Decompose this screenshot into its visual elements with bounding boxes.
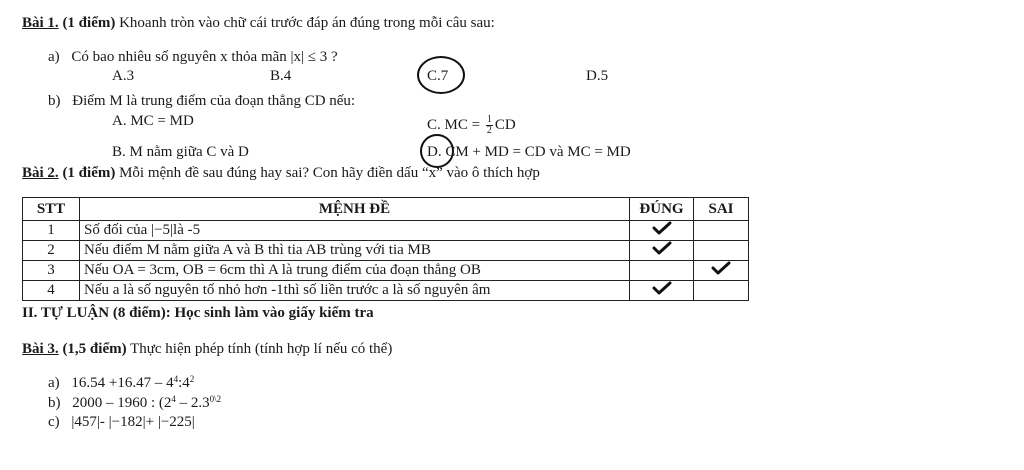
checkmark-icon — [651, 221, 673, 235]
exercise-a-exp2: 2 — [189, 374, 195, 384]
checkmark-icon — [651, 241, 673, 255]
exercise-a-exp1: 4 — [173, 374, 179, 384]
checkmark-icon — [710, 261, 732, 275]
true-false-table — [22, 197, 749, 301]
cell-true[interactable] — [630, 281, 694, 301]
bai3-heading — [22, 340, 392, 358]
exercise-b — [48, 394, 221, 412]
bai1-title: Bài 1. — [22, 15, 59, 31]
table-row — [23, 261, 749, 281]
cell-false[interactable] — [694, 241, 749, 261]
bai2-title: Bài 2. — [22, 165, 59, 181]
header-statement: MỆNH ĐỀ — [80, 198, 630, 221]
row-statement: Nếu điểm M nằm giữa A và B thì tia AB trùng với tia MB — [80, 241, 630, 261]
cell-true[interactable] — [630, 241, 694, 261]
bai1-heading — [22, 14, 495, 32]
question-a — [48, 48, 338, 66]
fraction-denominator: 2 — [486, 125, 492, 137]
exercise-b-exp1: 4 — [171, 394, 176, 404]
exercise-c — [48, 413, 195, 431]
bai2-heading — [22, 164, 540, 182]
row-statement: Nếu a là số nguyên tố nhỏ hơn -1thì số liền trước a là số nguyên âm — [80, 281, 630, 301]
option-a: A.3 — [112, 68, 135, 84]
bai1-points: (1 điểm) — [62, 15, 116, 31]
cell-true[interactable] — [630, 221, 694, 241]
option-b-d: D. CM + MD = CD và MC = MD — [427, 144, 631, 160]
answer-circle-b — [420, 134, 454, 168]
header-stt: STT — [23, 198, 80, 221]
exercise-b-base: 2000 – 1960 : (2 — [72, 395, 172, 411]
exercise-b-mid: – 2.3 — [175, 395, 210, 411]
option-b-a: A. MC = MD — [112, 113, 194, 129]
question-b-text: Điểm M là trung điểm của đoạn thẳng CD nếu: — [72, 93, 356, 109]
question-a-label: a) — [48, 49, 60, 65]
row-statement: Nếu OA = 3cm, OB = 6cm thì A là trung điểm của đoạn thẳng OB — [80, 261, 630, 281]
option-b-c-suffix: CD — [494, 117, 516, 133]
question-b-label: b) — [48, 93, 61, 109]
option-b: B.4 — [270, 68, 292, 84]
fraction-half — [486, 115, 493, 136]
table-row — [23, 221, 749, 241]
header-false: SAI — [694, 198, 749, 221]
bai3-title: Bài 3. — [22, 341, 59, 357]
option-d: D.5 — [586, 68, 609, 84]
option-b-b: B. M nằm giữa C và D — [112, 144, 249, 160]
exercise-a-base: 16.54 +16.47 – 4 — [71, 375, 174, 391]
exercise-b-exp2: 0\2 — [209, 394, 222, 404]
bai2-points: (1 điểm) — [62, 165, 116, 181]
question-b — [48, 92, 355, 110]
option-b-c-prefix: C. MC = — [427, 117, 484, 133]
part2-title: II. TỰ LUẬN (8 điểm): Học sinh làm vào giấy kiểm tra — [22, 305, 374, 321]
question-a-text: Có bao nhiêu số nguyên x thỏa mãn |x| ≤ 3 ? — [71, 49, 338, 65]
cell-true[interactable] — [630, 261, 694, 281]
fraction-numerator: 1 — [486, 114, 492, 126]
exercise-a — [48, 374, 194, 392]
exercise-c-text: |457|- |−182|+ |−225| — [71, 414, 195, 430]
row-stt: 4 — [23, 281, 80, 301]
cell-false[interactable] — [694, 221, 749, 241]
row-stt: 1 — [23, 221, 80, 241]
table-row — [23, 281, 749, 301]
bai2-instruction: Mỗi mệnh đề sau đúng hay sai? Con hãy điền dấu “x” vào ô thích hợp — [119, 165, 540, 181]
option-c: C.7 — [427, 68, 449, 84]
bai3-instruction: Thực hiện phép tính (tính hợp lí nếu có thể) — [130, 341, 393, 357]
table-header-row — [23, 198, 749, 221]
row-statement: Số đối của |−5|là -5 — [80, 221, 630, 241]
exercise-a-label: a) — [48, 375, 60, 391]
bai3-points: (1,5 điểm) — [62, 341, 127, 357]
table-row — [23, 241, 749, 261]
row-stt: 3 — [23, 261, 80, 281]
cell-false[interactable] — [694, 261, 749, 281]
option-b-c — [427, 114, 516, 136]
exercise-c-label: c) — [48, 414, 60, 430]
bai1-instruction: Khoanh tròn vào chữ cái trước đáp án đúng trong mỗi câu sau: — [119, 15, 495, 31]
exercise-a-mid: :4 — [178, 375, 190, 391]
cell-false[interactable] — [694, 281, 749, 301]
checkmark-icon — [651, 281, 673, 295]
answer-circle-a — [417, 56, 465, 94]
exercise-b-label: b) — [48, 395, 61, 411]
row-stt: 2 — [23, 241, 80, 261]
header-true: ĐÚNG — [630, 198, 694, 221]
